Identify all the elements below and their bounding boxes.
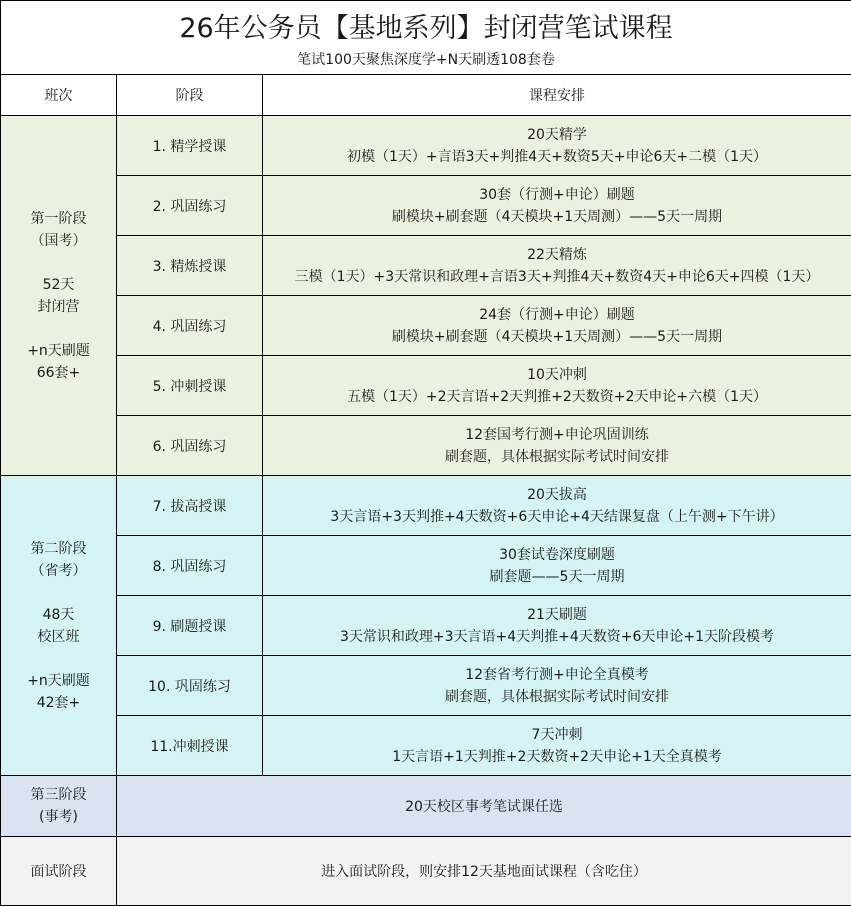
phase-name-gap [5, 648, 112, 670]
phase-name-gap [5, 582, 112, 604]
phase-name-cell [1, 116, 117, 476]
phase-name-line: +n天刷题 [5, 670, 112, 692]
phase-name-cell [1, 476, 117, 776]
phase-name-line: 48天 [5, 604, 112, 626]
phase3-row [1, 776, 851, 837]
schedule-cell [263, 116, 851, 176]
table-row [1, 296, 851, 356]
schedule-line: 1天言语+1天判推+2天数资+2天申论+1天全真模考 [267, 746, 847, 768]
phase-name-line: 第三阶段 [5, 784, 112, 806]
schedule-cell [263, 236, 851, 296]
schedule-cell [263, 716, 851, 776]
schedule-line: 三模（1天）+3天常识和政理+言语3天+判推4天+数资4天+申论6天+四模（1天） [267, 266, 847, 288]
table-row [1, 476, 851, 536]
schedule-line: 3天常识和政理+3天言语+4天判推+4天数资+6天申论+1天阶段模考 [267, 626, 847, 648]
table-row [1, 176, 851, 236]
phase-name-line: 校区班 [5, 626, 112, 648]
interview-content-cell: 进入面试阶段，则安排12天基地面试课程（含吃住） [117, 837, 851, 906]
stage-cell: 2. 巩固练习 [117, 176, 263, 236]
stage-cell: 5. 冲刺授课 [117, 356, 263, 416]
phase-name-line: (事考) [5, 806, 112, 828]
table-row [1, 416, 851, 476]
schedule-line: 3天言语+3天判推+4天数资+6天申论+4天结课复盘（上午测+下午讲） [267, 506, 847, 528]
schedule-cell [263, 476, 851, 536]
schedule-line: 刷套题，具体根据实际考试时间安排 [267, 446, 847, 468]
schedule-line: 10天冲刺 [267, 364, 847, 386]
schedule-line: 刷套题——5天一周期 [267, 566, 847, 588]
phase-name-line: 42套+ [5, 692, 112, 714]
stage-cell: 7. 拔高授课 [117, 476, 263, 536]
schedule-line: 30套（行测+申论）刷题 [267, 184, 847, 206]
interview-name-cell: 面试阶段 [1, 837, 117, 906]
column-header-class: 班次 [1, 75, 117, 116]
schedule-line: 刷模块+刷套题（4天模块+1天周测）——5天一周期 [267, 206, 847, 228]
column-header-stage: 阶段 [117, 75, 263, 116]
table-row [1, 656, 851, 716]
table-row [1, 116, 851, 176]
stage-cell: 4. 巩固练习 [117, 296, 263, 356]
schedule-cell [263, 416, 851, 476]
phase3-content-cell: 20天校区事考笔试课任选 [117, 776, 851, 837]
schedule-line: 7天冲刺 [267, 724, 847, 746]
schedule-line: 刷套题，具体根据实际考试时间安排 [267, 686, 847, 708]
phase-name-line: 第一阶段 [5, 208, 112, 230]
title-row [1, 1, 851, 75]
page-subtitle: 笔试100天聚焦深度学+N天刷透108套卷 [1, 50, 851, 70]
page-title: 26年公务员【基地系列】封闭营笔试课程 [1, 12, 851, 46]
phase-name-line: +n天刷题 [5, 340, 112, 362]
schedule-cell [263, 356, 851, 416]
table-row [1, 536, 851, 596]
stage-cell: 8. 巩固练习 [117, 536, 263, 596]
schedule-line: 20天精学 [267, 124, 847, 146]
schedule-cell [263, 596, 851, 656]
schedule-cell [263, 296, 851, 356]
table-row [1, 596, 851, 656]
stage-cell: 10. 巩固练习 [117, 656, 263, 716]
schedule-line: 初模（1天）+言语3天+判推4天+数资5天+申论6天+二模（1天） [267, 146, 847, 168]
schedule-cell [263, 176, 851, 236]
phase-name-line: 封闭营 [5, 296, 112, 318]
phase-name-line: 66套+ [5, 362, 112, 384]
phase-name-gap [5, 252, 112, 274]
table-row [1, 236, 851, 296]
phase-name-gap [5, 318, 112, 340]
stage-cell: 11.冲刺授课 [117, 716, 263, 776]
table-row [1, 716, 851, 776]
schedule-line: 刷模块+刷套题（4天模块+1天周测）——5天一周期 [267, 326, 847, 348]
header-row [1, 75, 851, 116]
schedule-line: 30套试卷深度刷题 [267, 544, 847, 566]
stage-cell: 3. 精炼授课 [117, 236, 263, 296]
table-row [1, 356, 851, 416]
schedule-line: 21天刷题 [267, 604, 847, 626]
phase-name-line: 第二阶段 [5, 538, 112, 560]
stage-cell: 9. 刷题授课 [117, 596, 263, 656]
schedule-line: 24套（行测+申论）刷题 [267, 304, 847, 326]
stage-cell: 1. 精学授课 [117, 116, 263, 176]
phase-name-line: 52天 [5, 274, 112, 296]
schedule-line: 12套省考行测+申论全真模考 [267, 664, 847, 686]
schedule-cell [263, 536, 851, 596]
title-cell [1, 1, 851, 75]
interview-row [1, 837, 851, 906]
schedule-line: 12套国考行测+申论巩固训练 [267, 424, 847, 446]
phase-name-line: （省考） [5, 560, 112, 582]
phase3-name-cell [1, 776, 117, 837]
stage-cell: 6. 巩固练习 [117, 416, 263, 476]
schedule-line: 五模（1天）+2天言语+2天判推+2天数资+2天申论+六模（1天） [267, 386, 847, 408]
column-header-schedule: 课程安排 [263, 75, 851, 116]
schedule-cell [263, 656, 851, 716]
schedule-line: 20天拔高 [267, 484, 847, 506]
phase-name-line: （国考） [5, 230, 112, 252]
schedule-line: 22天精炼 [267, 244, 847, 266]
